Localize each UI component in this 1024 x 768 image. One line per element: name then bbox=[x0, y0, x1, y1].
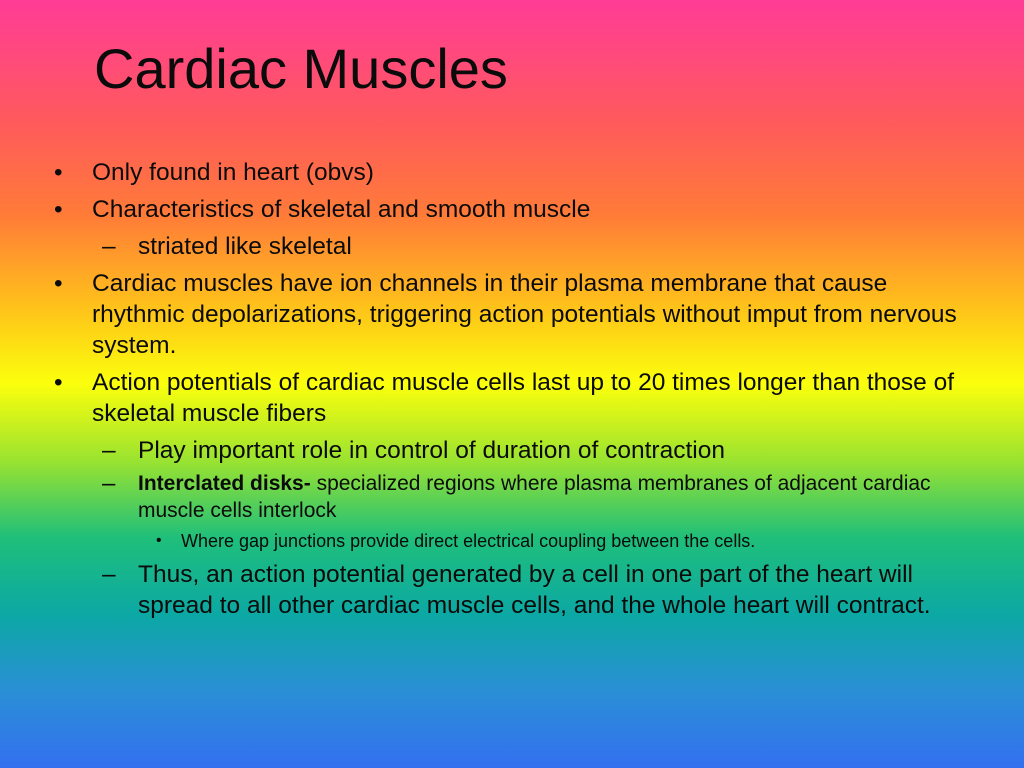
sub-sub-bullet-text: Where gap junctions provide direct electrical coupling between the cells. bbox=[181, 531, 756, 551]
sub-bullet-item bbox=[48, 470, 968, 524]
term-bold-text: Interclated disks- bbox=[138, 472, 311, 495]
bullet-marker: • bbox=[54, 196, 63, 223]
bullet-item bbox=[48, 367, 968, 429]
bullet-text: Only found in heart (obvs) bbox=[92, 159, 374, 186]
bullet-marker: • bbox=[54, 270, 63, 297]
sub-bullet-item bbox=[48, 559, 968, 621]
bullet-marker: • bbox=[54, 159, 63, 186]
dash-marker: – bbox=[102, 561, 116, 588]
bullet-marker: • bbox=[54, 369, 63, 396]
sub-bullet-text: Thus, an action potential generated by a cell in one part of the heart will spread to all other cardiac muscle cells, and the whole heart will contract. bbox=[138, 561, 931, 619]
bullet-text: Cardiac muscles have ion channels in their plasma membrane that cause rhythmic depolarizations, triggering action potentials without imput from nervous system. bbox=[92, 270, 957, 359]
bullet-text: Action potentials of cardiac muscle cells last up to 20 times longer than those of skeletal muscle fibers bbox=[92, 369, 955, 427]
sub-bullet-item bbox=[48, 231, 968, 262]
sub-bullet-text: specialized regions where plasma membranes of adjacent cardiac muscle cells interlock bbox=[138, 472, 931, 522]
bullet-item bbox=[48, 157, 968, 188]
dash-marker: – bbox=[102, 470, 116, 497]
bullet-item bbox=[48, 194, 968, 225]
bullet-text: Characteristics of skeletal and smooth muscle bbox=[92, 196, 591, 223]
dash-marker: – bbox=[102, 437, 116, 464]
sub-bullet-text: Play important role in control of duration of contraction bbox=[138, 437, 725, 464]
sub-sub-bullet-item bbox=[48, 529, 968, 553]
slide-title: Cardiac Muscles bbox=[94, 37, 508, 100]
bullet-list bbox=[48, 157, 968, 621]
sub-bullet-text: striated like skeletal bbox=[138, 233, 352, 260]
dash-marker: – bbox=[102, 233, 116, 260]
bullet-item bbox=[48, 268, 968, 361]
sub-bullet-item bbox=[48, 435, 968, 466]
bullet-marker: • bbox=[156, 532, 162, 549]
